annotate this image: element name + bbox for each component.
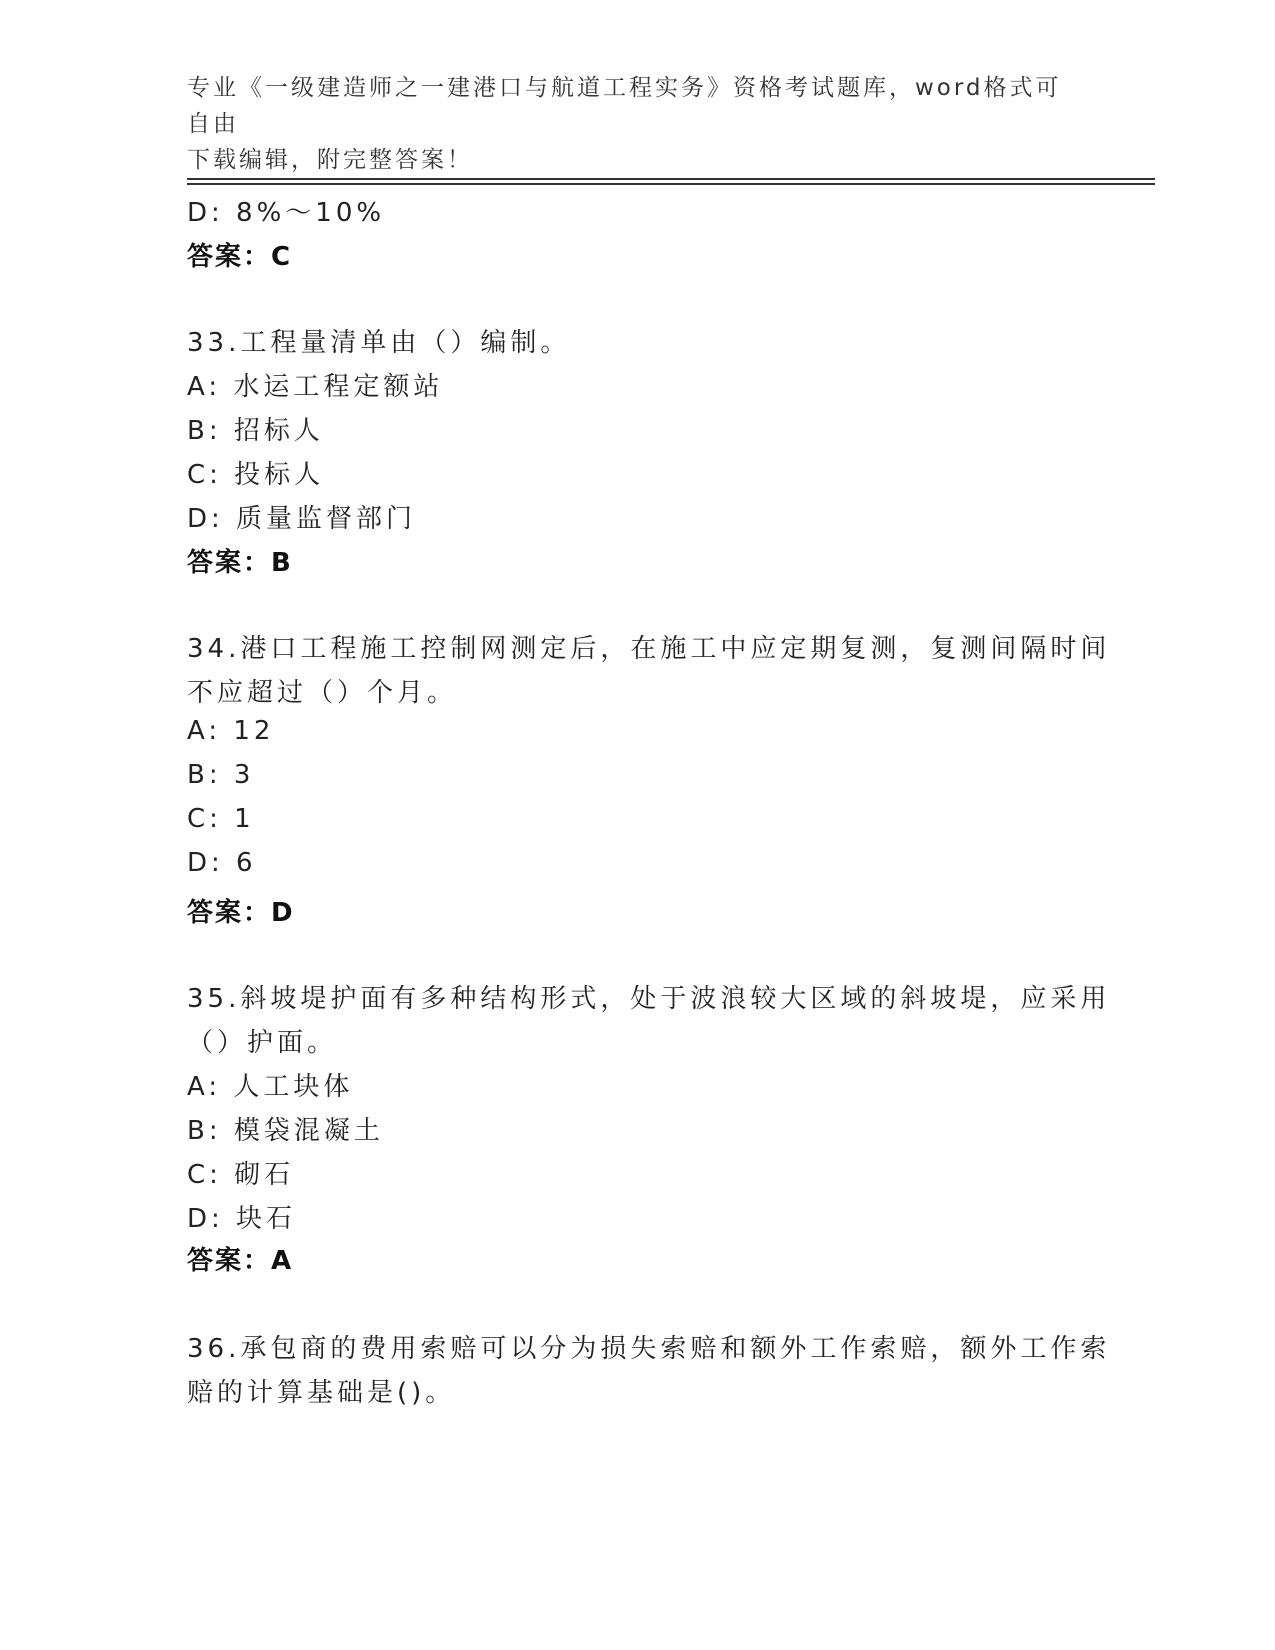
- question-34-text-line2: 不应超过（）个月。: [187, 678, 458, 708]
- header-divider-top: [187, 178, 1155, 180]
- answer: 答案：B: [187, 548, 293, 578]
- option-d: D: 质量监督部门: [187, 504, 417, 534]
- answer: 答案：C: [187, 242, 293, 272]
- option-c: C: 1: [187, 804, 255, 834]
- option-b: B: 模袋混凝土: [187, 1116, 384, 1146]
- question-35-text-line1: 35.斜坡堤护面有多种结构形式，处于波浪较大区域的斜坡堤，应采用: [187, 984, 1111, 1014]
- option-a: A: 12: [187, 716, 275, 746]
- answer: 答案：A: [187, 1246, 294, 1276]
- option-d: D: 块石: [187, 1204, 297, 1234]
- question-34-text-line1: 34.港口工程施工控制网测定后，在施工中应定期复测，复测间隔时间: [187, 634, 1111, 664]
- option-b: B: 3: [187, 760, 255, 790]
- question-35-text-line2: （）护面。: [187, 1028, 338, 1058]
- option-d: D: 8%～10%: [187, 198, 386, 228]
- header-line-2: 下载编辑，附完整答案！: [187, 147, 473, 173]
- option-a: A: 人工块体: [187, 1072, 354, 1102]
- header-divider-bottom: [187, 183, 1155, 185]
- question-36-text-line2: 赔的计算基础是()。: [187, 1378, 456, 1408]
- option-d: D: 6: [187, 848, 257, 878]
- option-a: A: 水运工程定额站: [187, 372, 444, 402]
- question-33-text: 33.工程量清单由（）编制。: [187, 328, 571, 358]
- document-header: [187, 70, 1067, 178]
- option-c: C: 砌石: [187, 1160, 295, 1190]
- answer: 答案：D: [187, 898, 295, 928]
- option-b: B: 招标人: [187, 416, 324, 446]
- option-c: C: 投标人: [187, 460, 325, 490]
- header-line-1: 专业《一级建造师之一建港口与航道工程实务》资格考试题库，word格式可自由: [187, 75, 1062, 137]
- question-36-text-line1: 36.承包商的费用索赔可以分为损失索赔和额外工作索赔，额外工作索: [187, 1334, 1111, 1364]
